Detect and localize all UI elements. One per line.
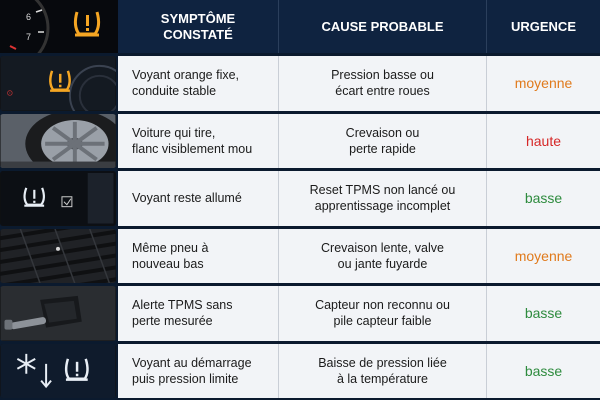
tire-tread-icon: [0, 229, 116, 284]
symptom-cell: Voyant reste allumé: [118, 171, 279, 226]
header-cause: CAUSE PROBABLE: [279, 0, 487, 53]
urgency-cell: moyenne: [487, 56, 600, 111]
header-urgency: URGENCE: [487, 0, 600, 53]
cause-cell: Baisse de pression liée à la température: [279, 344, 487, 399]
cause-cell: Crevaison ou perte rapide: [279, 114, 487, 169]
header-symptom: SYMPTÔME CONSTATÉ: [118, 0, 279, 53]
svg-text:7: 7: [26, 32, 32, 42]
symptom-cell: Voyant orange fixe, conduite stable: [118, 56, 279, 111]
flat-tire-icon: [0, 114, 116, 169]
symptom-cell: Voiture qui tire, flanc visiblement mou: [118, 114, 279, 169]
tpms-light-icon: [0, 171, 116, 226]
svg-text:⊙: ⊙: [6, 88, 14, 98]
gauge-icon: [0, 0, 118, 53]
urgency-cell: haute: [487, 114, 600, 169]
cold-temperature-icon: [0, 344, 116, 399]
urgency-cell: basse: [487, 171, 600, 226]
cause-cell: Pression basse ou écart entre roues: [279, 56, 487, 111]
svg-text:6: 6: [26, 12, 32, 22]
urgency-cell: basse: [487, 286, 600, 341]
tpms-sensor-icon: [0, 286, 116, 341]
symptom-cell: Voyant au démarrage puis pression limite: [118, 344, 279, 399]
cause-cell: Capteur non reconnu ou pile capteur faible: [279, 286, 487, 341]
cause-cell: Reset TPMS non lancé ou apprentissage incomplet: [279, 171, 487, 226]
urgency-cell: basse: [487, 344, 600, 399]
dashboard-warning-icon: [0, 56, 116, 111]
cause-cell: Crevaison lente, valve ou jante fuyarde: [279, 229, 487, 284]
dashboard-header-image: [0, 0, 118, 53]
symptom-cell: Alerte TPMS sans perte mesurée: [118, 286, 279, 341]
urgency-cell: moyenne: [487, 229, 600, 284]
symptom-cell: Même pneu à nouveau bas: [118, 229, 279, 284]
